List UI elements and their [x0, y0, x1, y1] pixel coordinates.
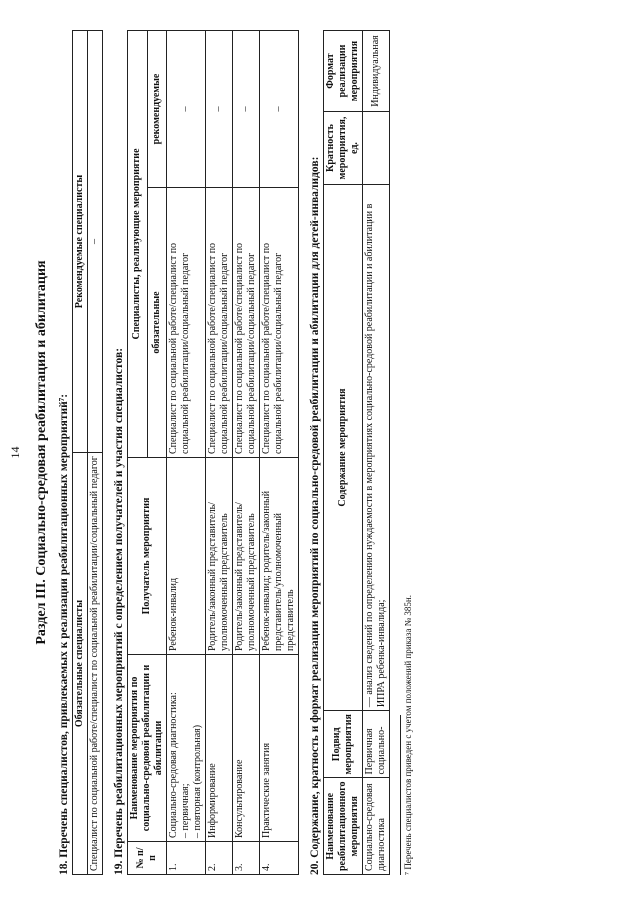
s19-col-num: № п/п: [128, 842, 167, 875]
s20-col-content: Содержание мероприятия: [324, 185, 363, 711]
row-num: 3.: [233, 842, 260, 875]
page-number: 14: [8, 446, 22, 459]
row-name: Консультирование: [233, 655, 260, 842]
row-recommended: –: [260, 31, 299, 188]
s19-col-recipient: Получатель мероприятия: [128, 458, 167, 655]
table-row: [167, 31, 206, 875]
table-row: [260, 31, 299, 875]
row-mandatory: Специалист по социальной работе/специалист по социальной реабилитации/социальный педагог: [260, 188, 299, 458]
s20-row-frequency: [363, 112, 390, 185]
table-row: [363, 31, 390, 875]
s20-col-format: Формат реализации мероприятия: [324, 31, 363, 112]
row-num: 1.: [167, 842, 206, 875]
row-mandatory: Специалист по социальной работе/специалист по социальной реабилитации/социальный педагог: [206, 188, 233, 458]
row-num: 4.: [260, 842, 299, 875]
s20-col-name: Наименование реабилитационного мероприятия: [324, 778, 363, 875]
s20-row-format: Индивидуальная: [363, 31, 390, 112]
row-recipient: Ребенок-инвалид: [167, 458, 206, 655]
table-row: [206, 31, 233, 875]
s20-heading: 20. Содержание, кратность и формат реализации мероприятий по социально-средовой реабилитации и абилитации для детей-инвалидов:: [309, 156, 321, 875]
s20-col-frequency: Кратность мероприятия, ед.: [324, 112, 363, 185]
footnote: ⁷ Перечень специалистов приведен с учетом положений приказа № 385н.: [403, 595, 413, 875]
row-name: [167, 655, 206, 842]
row-recommended: –: [206, 31, 233, 188]
table-row: [233, 31, 260, 875]
s19-heading: 19. Перечень реабилитационных мероприятий с определением получателей и участия специалистов:: [113, 347, 125, 875]
s20-row-content: — анализ сведений по определению нуждаемости в мероприятиях социально-средовой реабилитации и абилитации в ИПРА ребенка-инвалида;: [363, 185, 390, 711]
s19-col-mandatory: обязательные: [147, 188, 167, 458]
s19-col-name: Наименование мероприятия по социально-средовой реабилитации и абилитации: [128, 655, 167, 842]
s18-col-mandatory: Обязательные специалисты: [73, 453, 88, 875]
s19-col-recommended: рекомендуемые: [147, 31, 167, 188]
s18-table: [72, 30, 103, 875]
s20-col-subtype: Подвид мероприятия: [324, 711, 363, 778]
s18-cell-mandatory: Специалист по социальной работе/специалист по социальной реабилитации/социальный педагог: [88, 453, 103, 875]
section-title: Раздел III. Социально-средовая реабилитация и абилитация: [34, 260, 49, 645]
s20-row-name: Социально-средовая диагностика: [363, 778, 390, 875]
row-recommended: –: [167, 31, 206, 188]
row-name-sub2: – повторная (контрольная): [192, 724, 203, 838]
row-name: Практические занятия: [260, 655, 299, 842]
row-mandatory: Специалист по социальной работе/специалист по социальной реабилитации/социальный педагог: [233, 188, 260, 458]
s20-table: [323, 30, 390, 875]
row-num: 2.: [206, 842, 233, 875]
s18-cell-recommended: –: [88, 31, 103, 453]
row-recipient: Родитель/законный представитель/уполномоченный представитель: [206, 458, 233, 655]
row-recipient: Родитель/законный представитель/уполномоченный представитель: [233, 458, 260, 655]
s18-heading: 18. Перечень специалистов, привлекаемых к реализации реабилитационных мероприятий⁷:: [58, 393, 70, 875]
row-recipient: Ребенок-инвалид; родитель/законный представитель/уполномоченный представитель: [260, 458, 299, 655]
s18-col-recommended: Рекомендуемые специалисты: [73, 31, 88, 453]
row-mandatory: Специалист по социальной работе/специалист по социальной реабилитации/социальный педагог: [167, 188, 206, 458]
row-name: Информирование: [206, 655, 233, 842]
s19-col-specialists: Специалисты, реализующие мероприятие: [128, 31, 148, 458]
s20-row-subtype: Первичная социально-: [363, 711, 390, 778]
row-name-sub1: – первичная;: [180, 783, 191, 838]
row-recommended: –: [233, 31, 260, 188]
s19-table: [127, 30, 299, 875]
footnote-rule: [400, 715, 401, 875]
row-name-text: Социально-средовая диагностика:: [168, 692, 179, 838]
